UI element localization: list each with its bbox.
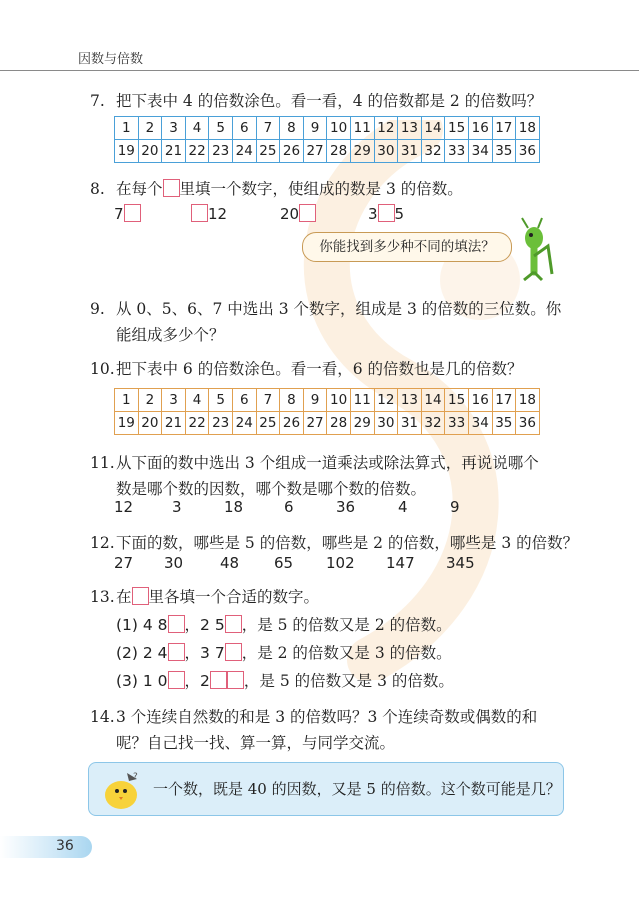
digit: 20 <box>280 205 300 223</box>
number-item: 345 <box>446 554 475 572</box>
grid-cell[interactable]: 6 <box>232 117 256 140</box>
item-label: (1) 4 8 <box>116 616 168 634</box>
grid-cell[interactable]: 11 <box>350 389 374 412</box>
grid-cell[interactable]: 30 <box>374 140 398 163</box>
number-list-11 <box>114 498 474 520</box>
grid-cell[interactable]: 21 <box>162 412 186 435</box>
grid-cell[interactable]: 34 <box>468 140 492 163</box>
grid-cell[interactable]: 5 <box>209 389 233 412</box>
number-item: 147 <box>386 554 415 572</box>
answer-box[interactable] <box>225 643 242 661</box>
grid-cell[interactable]: 36 <box>516 412 540 435</box>
grid-cell[interactable]: 2 <box>138 389 162 412</box>
question-text-a: 在 <box>116 588 132 606</box>
number-item: 6 <box>284 498 294 516</box>
grid-cell[interactable]: 26 <box>280 140 304 163</box>
number-item: 48 <box>220 554 240 572</box>
grid-cell[interactable]: 22 <box>185 412 209 435</box>
question-number: 8. <box>90 180 105 198</box>
question-13 <box>90 584 319 610</box>
question-12 <box>90 530 578 556</box>
question-number: 9. <box>90 300 105 318</box>
grid-cell[interactable]: 32 <box>421 140 445 163</box>
question-13-item-1 <box>116 612 452 638</box>
answer-box[interactable] <box>132 587 149 605</box>
grid-cell[interactable]: 24 <box>232 412 256 435</box>
svg-text:?: ? <box>133 772 138 782</box>
header-title: 因数与倍数 <box>78 52 144 67</box>
grid-cell[interactable]: 13 <box>398 389 422 412</box>
grid-cell[interactable]: 30 <box>374 412 398 435</box>
grid-cell[interactable]: 32 <box>421 412 445 435</box>
grid-cell[interactable]: 23 <box>209 140 233 163</box>
item-mid: ，2 <box>184 672 210 690</box>
grasshopper-mascot-icon <box>512 216 556 282</box>
grid-cell[interactable]: 31 <box>398 140 422 163</box>
grid-cell[interactable]: 17 <box>492 389 516 412</box>
grid-cell[interactable]: 8 <box>280 117 304 140</box>
question-number: 12. <box>90 534 115 552</box>
question-14-line2: 呢？自己找一找、算一算，与同学交流。 <box>116 734 396 752</box>
answer-box[interactable] <box>191 204 208 222</box>
grid-cell[interactable]: 26 <box>280 412 304 435</box>
number-grid-1-36-orange <box>114 388 540 435</box>
question-8 <box>90 176 463 202</box>
grid-cell[interactable]: 9 <box>303 117 327 140</box>
item-label: (2) 2 4 <box>116 644 168 662</box>
grid-cell[interactable]: 25 <box>256 412 280 435</box>
question-11-line2: 数是哪个数的因数，哪个数是哪个数的倍数。 <box>116 480 427 498</box>
grid-cell[interactable]: 33 <box>445 412 469 435</box>
grid-cell[interactable]: 1 <box>115 117 139 140</box>
question-text: 3 个连续自然数的和是 3 的倍数吗？3 个连续奇数或偶数的和 <box>116 708 538 726</box>
answer-box[interactable] <box>168 671 185 689</box>
grid-cell[interactable]: 11 <box>350 117 374 140</box>
answer-box[interactable] <box>163 179 180 197</box>
grid-cell[interactable]: 6 <box>232 389 256 412</box>
grid-cell[interactable]: 35 <box>492 412 516 435</box>
answer-box[interactable] <box>124 204 141 222</box>
answer-box[interactable] <box>299 204 316 222</box>
grid-cell[interactable]: 27 <box>303 140 327 163</box>
question-number: 7. <box>90 92 105 110</box>
question-text-b: 里填一个数字，使组成的数是 3 的倍数。 <box>179 180 463 198</box>
question-text: 从下面的数中选出 3 个组成一道乘法或除法算式，再说说哪个 <box>116 454 539 472</box>
grid-cell[interactable]: 15 <box>445 389 469 412</box>
question-text: 从 0、5、6、7 中选出 3 个数字，组成是 3 的倍数的三位数。你 <box>116 300 562 318</box>
grid-cell[interactable]: 4 <box>185 117 209 140</box>
speech-bubble: 你能找到多少种不同的填法？ <box>302 232 512 262</box>
grid-cell[interactable]: 19 <box>115 140 139 163</box>
grid-cell[interactable]: 24 <box>232 140 256 163</box>
item-label: (3) 1 0 <box>116 672 168 690</box>
number-item: 36 <box>336 498 356 516</box>
grid-cell[interactable]: 2 <box>138 117 162 140</box>
answer-box[interactable] <box>168 643 185 661</box>
grid-cell[interactable]: 3 <box>162 389 186 412</box>
grid-cell[interactable]: 33 <box>445 140 469 163</box>
number-item: 9 <box>450 498 460 516</box>
chick-mascot-icon <box>97 769 145 811</box>
question-7 <box>90 88 542 114</box>
grid-cell[interactable]: 10 <box>327 117 351 140</box>
grid-cell[interactable]: 27 <box>303 412 327 435</box>
digit: 3 <box>368 205 378 223</box>
question-9 <box>90 296 561 322</box>
question-number: 14. <box>90 708 115 726</box>
header-divider <box>0 70 639 71</box>
grid-cell[interactable]: 18 <box>516 389 540 412</box>
number-item: 102 <box>326 554 355 572</box>
grid-cell[interactable]: 14 <box>421 117 445 140</box>
fill-item-1 <box>114 204 141 223</box>
question-9-line2: 能组成多少个？ <box>116 326 225 344</box>
grid-cell[interactable]: 14 <box>421 389 445 412</box>
grid-cell[interactable]: 12 <box>374 389 398 412</box>
page-number: 36 <box>56 838 74 854</box>
question-number: 10. <box>90 360 115 378</box>
question-11 <box>90 450 539 476</box>
grid-cell[interactable]: 23 <box>209 412 233 435</box>
question-13-item-3 <box>116 668 454 694</box>
grid-cell[interactable]: 28 <box>327 140 351 163</box>
page-number-tab <box>0 836 92 858</box>
number-list-12 <box>114 554 484 576</box>
answer-box[interactable] <box>225 615 242 633</box>
tip-box <box>88 762 564 816</box>
grid-cell[interactable]: 1 <box>115 389 139 412</box>
item-tail: ，是 5 的倍数又是 3 的倍数。 <box>243 672 454 690</box>
digit: 12 <box>208 205 228 223</box>
item-mid: ，3 7 <box>184 644 225 662</box>
grid-cell[interactable]: 13 <box>398 117 422 140</box>
grid-cell[interactable]: 7 <box>256 389 280 412</box>
grid-cell[interactable]: 36 <box>516 140 540 163</box>
answer-box[interactable] <box>168 615 185 633</box>
question-10 <box>90 356 523 382</box>
grid-cell[interactable]: 9 <box>303 389 327 412</box>
question-text-a: 在每个 <box>116 180 163 198</box>
grid-cell[interactable]: 17 <box>492 117 516 140</box>
grid-cell[interactable]: 8 <box>280 389 304 412</box>
question-text-b: 里各填一个合适的数字。 <box>148 588 320 606</box>
grid-cell[interactable]: 25 <box>256 140 280 163</box>
grid-cell[interactable]: 35 <box>492 140 516 163</box>
number-item: 27 <box>114 554 134 572</box>
grid-cell[interactable]: 15 <box>445 117 469 140</box>
grid-cell[interactable]: 20 <box>138 412 162 435</box>
grid-cell[interactable]: 20 <box>138 140 162 163</box>
grid-cell[interactable]: 16 <box>468 389 492 412</box>
grid-cell[interactable]: 19 <box>115 412 139 435</box>
item-tail: ，是 2 的倍数又是 3 的倍数。 <box>241 644 452 662</box>
digit: 7 <box>114 205 124 223</box>
answer-box[interactable] <box>210 671 227 689</box>
item-tail: ，是 5 的倍数又是 2 的倍数。 <box>241 616 452 634</box>
grid-cell[interactable]: 34 <box>468 412 492 435</box>
question-number: 13. <box>90 588 115 606</box>
grid-cell[interactable]: 22 <box>185 140 209 163</box>
number-item: 30 <box>164 554 184 572</box>
digit: 5 <box>394 205 405 223</box>
number-item: 12 <box>114 498 134 516</box>
number-item: 3 <box>172 498 182 516</box>
grid-cell[interactable]: 4 <box>185 389 209 412</box>
number-grid-1-36-blue <box>114 116 540 163</box>
question-number: 11. <box>90 454 115 472</box>
grid-cell[interactable]: 7 <box>256 117 280 140</box>
grid-cell[interactable]: 29 <box>350 140 374 163</box>
item-mid: ，2 5 <box>184 616 225 634</box>
grid-cell[interactable]: 29 <box>350 412 374 435</box>
fill-item-3 <box>280 204 316 223</box>
tip-text: 一个数，既是 40 的因数，又是 5 的倍数。这个数可能是几？ <box>153 780 561 798</box>
question-14 <box>90 704 537 730</box>
number-item: 18 <box>224 498 244 516</box>
question-text: 把下表中 4 的倍数涂色。看一看，4 的倍数都是 2 的倍数吗？ <box>116 92 543 110</box>
fill-item-2 <box>191 204 227 223</box>
answer-box[interactable] <box>227 671 244 689</box>
question-text: 把下表中 6 的倍数涂色。看一看，6 的倍数也是几的倍数？ <box>116 360 523 378</box>
number-item: 4 <box>398 498 408 516</box>
question-13-item-2 <box>116 640 452 666</box>
grid-cell[interactable]: 28 <box>327 412 351 435</box>
grid-cell[interactable]: 16 <box>468 117 492 140</box>
grid-cell[interactable]: 10 <box>327 389 351 412</box>
grid-cell[interactable]: 5 <box>209 117 233 140</box>
grid-cell[interactable]: 21 <box>162 140 186 163</box>
fill-item-4 <box>368 204 404 223</box>
grid-cell[interactable]: 18 <box>516 117 540 140</box>
grid-cell[interactable]: 12 <box>374 117 398 140</box>
grid-cell[interactable]: 3 <box>162 117 186 140</box>
grid-cell[interactable]: 31 <box>398 412 422 435</box>
number-item: 65 <box>274 554 294 572</box>
answer-box[interactable] <box>378 204 395 222</box>
question-text: 下面的数，哪些是 5 的倍数，哪些是 2 的倍数，哪些是 3 的倍数？ <box>116 534 579 552</box>
